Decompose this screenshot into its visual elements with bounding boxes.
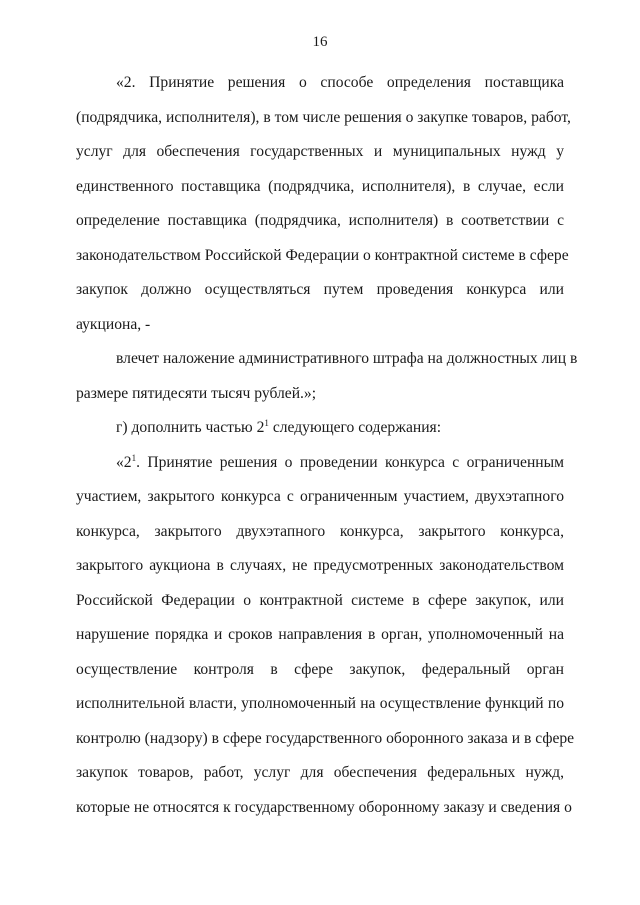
- superscript: 1: [131, 452, 137, 463]
- text-line-segment: «2. Принятие решения о способе определения поставщика: [116, 74, 564, 91]
- text-line: [76, 101, 571, 136]
- text-line: [76, 204, 564, 239]
- text-line-segment: контролю (надзору) в сфере государственного оборонного заказа и в сфере: [76, 729, 575, 747]
- text-line-segment: услуг для обеспечения государственных и муниципальных нужд у: [76, 143, 564, 160]
- text-line-segment: конкурса, закрытого двухэтапного конкурса, закрытого конкурса,: [76, 522, 564, 540]
- text-line: [76, 584, 564, 619]
- text-line-segment: Российской Федерации о контрактной системе в сфере закупок, или: [76, 591, 564, 609]
- text-line-segment: законодательством Российской Федерации о контрактной системе в сфере: [76, 246, 569, 264]
- text-line-segment: аукциона, -: [76, 315, 151, 333]
- superscript: 1: [264, 418, 269, 428]
- text-line-segment: закупок товаров, работ, услуг для обеспечения федеральных нужд,: [76, 764, 564, 781]
- text-line: [76, 66, 564, 101]
- text-line-segment: г) дополнить частью 2: [116, 419, 265, 436]
- text-line: [76, 377, 564, 412]
- text-line-segment: следующего содержания:: [268, 419, 442, 436]
- text-line: [76, 791, 572, 826]
- page-number: 16: [312, 34, 328, 50]
- text-line: [76, 480, 564, 515]
- text-line-segment: осуществление контроля в сфере закупок, федеральный орган: [76, 660, 564, 678]
- text-line-segment: (подрядчика, исполнителя), в том числе решения о закупке товаров, работ,: [76, 108, 571, 126]
- text-line: [76, 135, 564, 170]
- text-line: [76, 308, 564, 343]
- text-line: [76, 549, 564, 584]
- text-line: [76, 722, 575, 757]
- text-line-segment: исполнительной власти, уполномоченный на осуществление функций по: [76, 695, 564, 712]
- text-line-segment: единственного поставщика (подрядчика, исполнителя), в случае, если: [76, 177, 564, 195]
- text-line: [76, 653, 564, 688]
- text-line-segment: размере пятидесяти тысяч рублей.»;: [76, 384, 317, 402]
- text-line-segment: которые не относятся к государственному оборонному заказу и сведения о: [76, 798, 572, 816]
- text-line: [76, 687, 564, 722]
- text-line: [76, 446, 564, 481]
- text-line-segment: влечет наложение административного штрафа на должностных лиц в: [116, 350, 578, 367]
- text-line: [76, 756, 564, 791]
- document-body: [76, 66, 578, 825]
- text-line-segment: . Принятие решения о проведении конкурса с ограниченным: [136, 453, 564, 471]
- text-line-segment: нарушение порядка и сроков направления в орган, уполномоченный на: [76, 626, 564, 643]
- text-line: [76, 411, 564, 446]
- text-line: [76, 515, 564, 550]
- text-line: [76, 342, 578, 377]
- text-line-segment: закрытого аукциона в случаях, не предусмотренных законодательством: [76, 557, 564, 574]
- text-line: [76, 239, 569, 274]
- text-line-segment: определение поставщика (подрядчика, исполнителя) в соответствии с: [76, 212, 564, 229]
- text-line: [76, 273, 564, 308]
- text-line-segment: участием, закрытого конкурса с ограниченным участием, двухэтапного: [76, 488, 564, 505]
- text-line: [76, 170, 564, 205]
- text-line: [76, 618, 564, 653]
- text-line-segment: закупок должно осуществляться путем проведения конкурса или: [76, 281, 564, 298]
- text-line-segment: «2: [116, 453, 132, 471]
